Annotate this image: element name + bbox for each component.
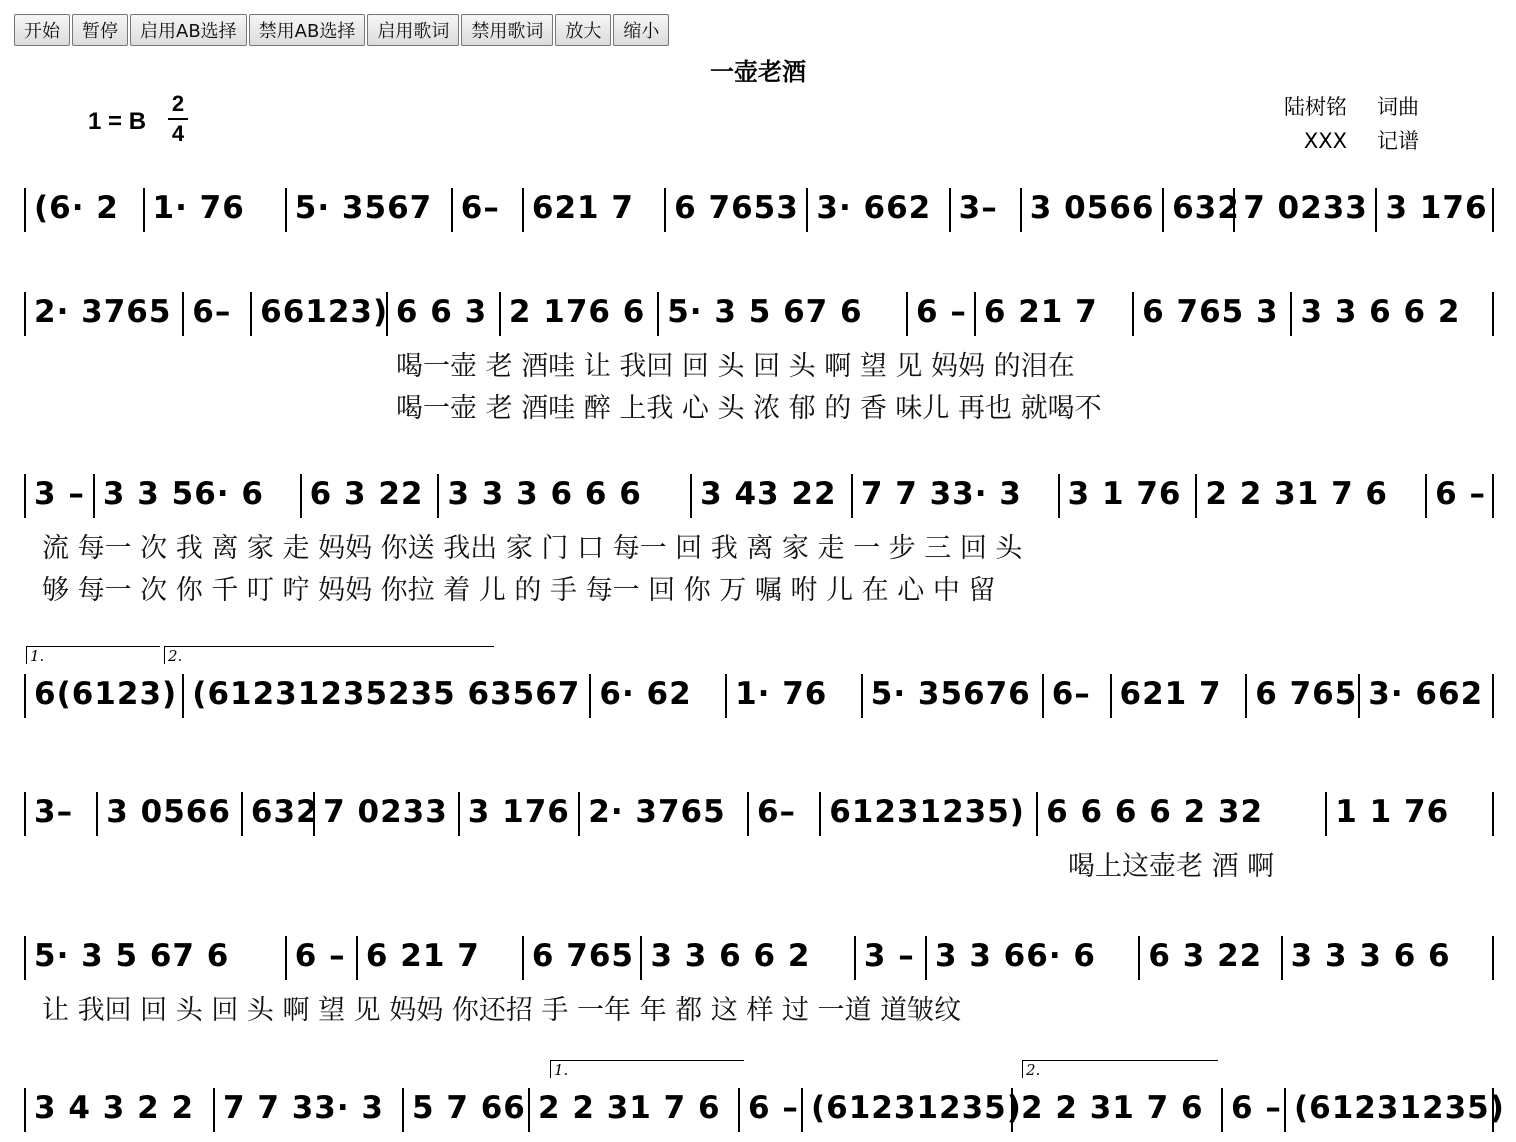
time-divider [168, 118, 188, 120]
barline [250, 292, 252, 336]
staff-line [24, 186, 1494, 234]
barline [522, 936, 524, 980]
barline [819, 792, 821, 836]
barline [851, 474, 853, 518]
time-bottom: 4 [171, 121, 185, 146]
measure-notes: 6 765 3 [1142, 294, 1279, 330]
zoom-out-button[interactable]: 缩小 [613, 14, 669, 46]
barline [24, 936, 26, 980]
barline [528, 1088, 530, 1132]
barline [96, 792, 98, 836]
credit-role: 词曲 [1377, 95, 1419, 119]
barline [285, 188, 287, 232]
barline [974, 292, 976, 336]
measure-notes: 3· 662 [816, 190, 932, 226]
barline [24, 1088, 26, 1132]
measure-notes: 6 – [1435, 476, 1486, 512]
time-signature [168, 92, 188, 146]
measure-notes: 2· 3765 [588, 794, 726, 830]
measure-notes: 1· 76 [152, 190, 245, 226]
volta-first-ending: 1. [26, 646, 160, 664]
enable-ab-button[interactable]: 启用AB选择 [130, 14, 247, 46]
barline [437, 474, 439, 518]
measure-notes: 6 7653 [674, 190, 799, 226]
barline [1221, 1088, 1223, 1132]
credit-transcriber [1284, 124, 1419, 158]
staff-line [24, 672, 1494, 720]
measure-notes: 632 [1172, 190, 1240, 226]
barline [451, 188, 453, 232]
measure-notes: 6 – [916, 294, 967, 330]
measure-notes: 6 21 7 [983, 294, 1098, 330]
barline [690, 474, 692, 518]
barline [1375, 188, 1377, 232]
volta-first-ending: 1. [550, 1060, 744, 1078]
measure-notes: 3 3 3 6 6 6 [447, 476, 642, 512]
barline [1110, 674, 1112, 718]
measure-notes: 5· 3 5 67 6 [34, 938, 230, 974]
barline [1358, 674, 1360, 718]
measure-notes: 6 3 22 [1148, 938, 1263, 974]
measure-notes: 6 765 [531, 938, 634, 974]
measure-notes: 3· 662 [1368, 676, 1484, 712]
measure-notes: 2 176 6 [508, 294, 646, 330]
staff-line [24, 1086, 1505, 1134]
barline [241, 792, 243, 836]
measure-notes: 7 7 33· 3 [223, 1090, 385, 1126]
barline [300, 474, 302, 518]
measure-notes: 6 21 7 [365, 938, 480, 974]
measure-notes: 6 – [748, 1090, 799, 1126]
toolbar [14, 14, 669, 46]
barline [1425, 474, 1427, 518]
measure-notes: 621 7 [1119, 676, 1222, 712]
measure-notes: 3 0566 [106, 794, 231, 830]
measure-notes: 5· 35676 [870, 676, 1031, 712]
measure-notes: 1· 76 [735, 676, 828, 712]
volta-second-ending: 2. [164, 646, 494, 664]
barline [1011, 1088, 1013, 1132]
measure-notes: 3 0566 [1029, 190, 1155, 226]
barline [1492, 1088, 1494, 1132]
lyrics-verse-2: 喝一壶 老 酒哇 醉 上我 心 头 浓 郁 的 香 味儿 再也 就喝不 [396, 393, 1102, 424]
barline [1492, 936, 1494, 980]
disable-ab-button[interactable]: 禁用AB选择 [249, 14, 366, 46]
measure-notes: (61231235235 63567 [192, 676, 581, 712]
barline [1492, 792, 1494, 836]
barline [1492, 188, 1494, 232]
measure-notes: 6 3 22 [309, 476, 424, 512]
measure-notes: 3 3 56· 6 [102, 476, 264, 512]
barline [806, 188, 808, 232]
measure-notes: 5· 3 5 67 6 [667, 294, 863, 330]
measure-notes: 6 765 [1255, 676, 1358, 712]
lyrics-verse-1: 喝一壶 老 酒哇 让 我回 回 头 回 头 啊 望 见 妈妈 的泪在 [396, 351, 1075, 382]
barline [906, 292, 908, 336]
barline [1325, 792, 1327, 836]
measure-notes: (61231235) [1294, 1090, 1505, 1126]
lyrics-verse-1: 喝上这壶老 酒 啊 [1068, 851, 1275, 882]
barline [738, 1088, 740, 1132]
staff-line [24, 472, 1494, 520]
staff-line [24, 934, 1494, 982]
barline [1281, 936, 1283, 980]
measure-notes: 632 [250, 794, 319, 830]
barline [213, 1088, 215, 1132]
barline [1284, 1088, 1286, 1132]
barline [24, 188, 26, 232]
measure-notes: 6– [460, 190, 500, 226]
credits [1284, 90, 1419, 158]
barline [1020, 188, 1022, 232]
measure-notes: 66123) [260, 294, 389, 330]
measure-notes: 3 4 3 2 2 [34, 1090, 195, 1126]
barline [664, 188, 666, 232]
measure-notes: 3 3 3 6 6 [1290, 938, 1451, 974]
credit-composer [1284, 90, 1419, 124]
measure-notes: 7 7 33· 3 [860, 476, 1022, 512]
pause-button[interactable]: 暂停 [72, 14, 128, 46]
measure-notes: 7 0233 [323, 794, 448, 830]
barline [1245, 674, 1247, 718]
barline [402, 1088, 404, 1132]
barline [24, 474, 26, 518]
barline [1042, 674, 1044, 718]
measure-notes: 6(6123) [34, 676, 178, 712]
measure-notes: 2· 3765 [34, 294, 172, 330]
measure-notes: 6– [756, 794, 797, 830]
barline [725, 674, 727, 718]
barline [1132, 292, 1134, 336]
barline [24, 792, 26, 836]
enable-lyrics-button[interactable]: 启用歌词 [367, 14, 459, 46]
barline [313, 792, 315, 836]
measure-notes: 2 2 31 7 6 [538, 1090, 721, 1126]
barline [1195, 474, 1197, 518]
zoom-in-button[interactable]: 放大 [555, 14, 611, 46]
barline [1492, 674, 1494, 718]
measure-notes: 3 43 22 [700, 476, 837, 512]
measure-notes: 6 6 6 6 2 32 [1046, 794, 1264, 830]
credit-role: 记谱 [1377, 129, 1419, 153]
barline [499, 292, 501, 336]
measure-notes: 621 7 [531, 190, 634, 226]
barline [522, 188, 524, 232]
barline [657, 292, 659, 336]
key-signature: 1 = B [88, 108, 147, 135]
credit-name: 陆树铭 [1284, 95, 1347, 119]
measure-notes: 3 1 76 [1067, 476, 1182, 512]
disable-lyrics-button[interactable]: 禁用歌词 [461, 14, 553, 46]
measure-notes: 5 7 66 [412, 1090, 526, 1126]
start-button[interactable]: 开始 [14, 14, 70, 46]
measure-notes: 3 176 [467, 794, 570, 830]
barline [801, 1088, 803, 1132]
barline [949, 188, 951, 232]
barline [93, 474, 95, 518]
measure-notes: 2 2 31 7 6 [1205, 476, 1388, 512]
credit-name: XXX [1303, 129, 1347, 153]
barline [24, 292, 26, 336]
barline [182, 292, 184, 336]
measure-notes: 6– [1051, 676, 1091, 712]
measure-notes: 3 – [863, 938, 915, 974]
measure-notes: 1 1 76 [1335, 794, 1450, 830]
lyrics-verse-1: 流 每一 次 我 离 家 走 妈妈 你送 我出 家 门 口 每一 回 我 离 家 走 一 步 三 回 头 [42, 533, 1023, 564]
measure-notes: 3 – [34, 476, 85, 512]
measure-notes: 61231235) [829, 794, 1025, 830]
barline [589, 674, 591, 718]
barline [24, 674, 26, 718]
measure-notes: 3 3 6 6 2 [1300, 294, 1461, 330]
barline [1492, 292, 1494, 336]
barline [1492, 474, 1494, 518]
barline [143, 188, 145, 232]
measure-notes: 6 – [1231, 1090, 1282, 1126]
barline [578, 792, 580, 836]
measure-notes: 6 6 3 [395, 294, 488, 330]
barline [1058, 474, 1060, 518]
barline [285, 936, 287, 980]
lyrics-verse-2: 够 每一 次 你 千 叮 咛 妈妈 你拉 着 儿 的 手 每一 回 你 万 嘱 咐 儿 在 心 中 留 [42, 575, 996, 606]
barline [747, 792, 749, 836]
barline [182, 674, 184, 718]
measure-notes: 7 0233 [1243, 190, 1368, 226]
barline [356, 936, 358, 980]
measure-notes: 3 3 6 6 2 [650, 938, 811, 974]
staff-line [24, 290, 1494, 338]
barline [1162, 188, 1164, 232]
measure-notes: 6– [192, 294, 232, 330]
staff-line [24, 790, 1494, 838]
barline [1036, 792, 1038, 836]
barline [458, 792, 460, 836]
barline [1138, 936, 1140, 980]
measure-notes: 2 2 31 7 6 [1021, 1090, 1204, 1126]
lyrics-verse-1: 让 我回 回 头 回 头 啊 望 见 妈妈 你还招 手 一年 年 都 这 样 过 一道 道皱纹 [42, 995, 962, 1026]
measure-notes: 5· 3567 [294, 190, 433, 226]
barline [640, 936, 642, 980]
measure-notes: 3– [958, 190, 998, 226]
measure-notes: 6 – [294, 938, 346, 974]
score-title: 一壶老酒 [710, 58, 806, 86]
barline [854, 936, 856, 980]
volta-second-ending: 2. [1022, 1060, 1218, 1078]
measure-notes: 6· 62 [599, 676, 692, 712]
barline [925, 936, 927, 980]
measure-notes: 3 176 [1385, 190, 1488, 226]
time-top: 2 [171, 91, 185, 116]
barline [1233, 188, 1235, 232]
measure-notes: 3– [34, 794, 74, 830]
measure-notes: (6· 2 [34, 190, 119, 226]
barline [1290, 292, 1292, 336]
measure-notes: (61231235) [811, 1090, 1022, 1126]
barline [861, 674, 863, 718]
measure-notes: 3 3 66· 6 [934, 938, 1096, 974]
barline [386, 292, 388, 336]
